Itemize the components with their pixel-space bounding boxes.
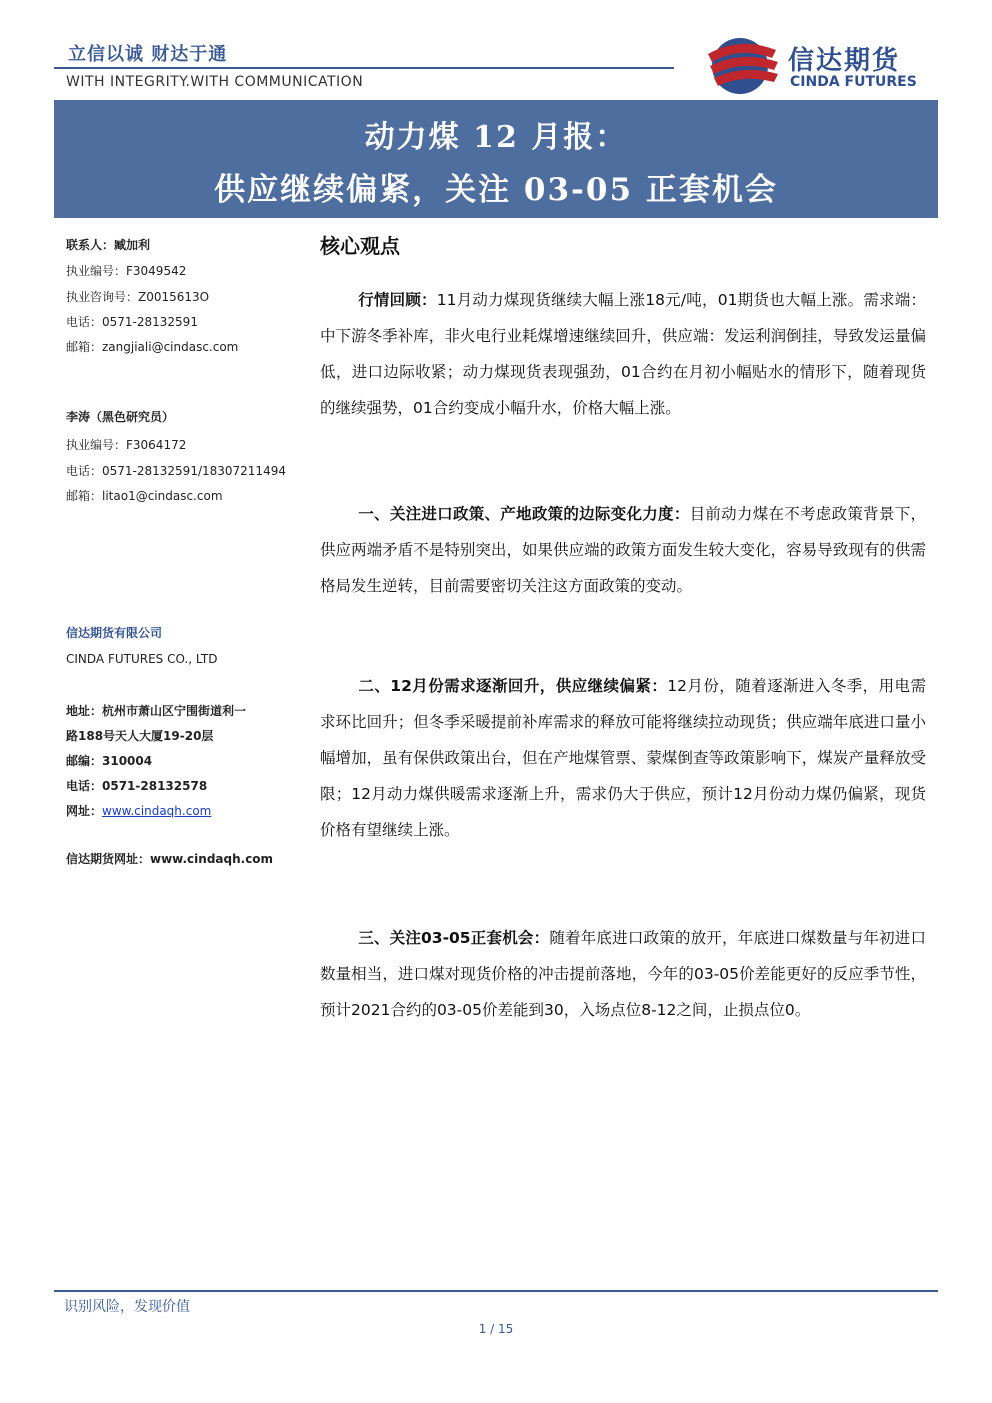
- company-name-en: CINDA FUTURES CO., LTD: [66, 652, 218, 666]
- december-demand-text: 12月份，随着逐渐进入冬季，用电需求环比回升；但冬季采暖提前补库需求的释放可能将继续拉动现货；供应端年底进口量小幅增加，虽有保供政策出台，但在产地煤管票、蒙煤倒查等政策影响下，煤炭产量释放受限；12月动力煤供暖需求逐渐上升，需求仍大于供应，预计12月份动力煤仍偏紧，现货价格有望继续上涨。: [320, 677, 926, 839]
- contact2-license: 执业编号：F3064172: [66, 438, 187, 452]
- page-number: 1 / 15: [478, 1322, 514, 1336]
- report-subtitle: 供应继续偏紧，关注 03-05 正套机会: [214, 172, 778, 208]
- website-row: [66, 802, 211, 819]
- policy-lead: 一、关注进口政策、产地政策的边际变化力度：: [358, 505, 690, 523]
- contact1-license: 执业编号：F3049542: [66, 264, 187, 278]
- footer-divider: [54, 1290, 938, 1292]
- contact2-phone: 电话：0571-28132591/18307211494: [66, 464, 286, 478]
- contact2-email: 邮箱：litao1@cindasc.com: [66, 489, 223, 503]
- paragraph-spread-trade: [320, 920, 926, 1028]
- december-demand-lead: 二、12月份需求逐渐回升，供应继续偏紧：: [358, 677, 668, 695]
- footer-tagline: 识别风险，发现价值: [64, 1299, 190, 1315]
- header-slogan-en: WITH INTEGRITY.WITH COMMUNICATION: [66, 74, 364, 90]
- contact1-phone: 电话：0571-28132591: [66, 315, 198, 329]
- contact1-consult: 执业咨询号：Z0015613O: [66, 290, 210, 304]
- title-banner: [54, 100, 938, 218]
- contact1-email: 邮箱：zangjiali@cindasc.com: [66, 340, 239, 354]
- paragraph-market-review: [320, 282, 926, 426]
- header-divider: [54, 67, 674, 69]
- spread-trade-text: 随着年底进口政策的放开，年底进口煤数量与年初进口数量相当，进口煤对现货价格的冲击提前落地，今年的03-05价差能更好的反应季节性，预计2021合约的03-05价差能到30，入场点位8-12之间，止损点位0。: [320, 929, 926, 1019]
- report-title: 动力煤 12 月报：: [364, 120, 628, 155]
- core-view-heading: 核心观点: [320, 234, 400, 258]
- market-review-text: 11月动力煤现货继续大幅上涨18元/吨，01期货也大幅上涨。需求端：中下游冬季补库，非火电行业耗煤增速继续回升，供应端：发运利润倒挂，导致发运量偏低，进口边际收紧；动力煤现货表现强劲，01合约在月初小幅贴水的情形下，随着现货的继续强势，01合约变成小幅升水，价格大幅上涨。: [320, 291, 926, 417]
- futures-website: 信达期货网址：www.cindaqh.com: [66, 852, 274, 866]
- policy-text: 目前动力煤在不考虑政策背景下，供应两端矛盾不是特别突出，如果供应端的政策方面发生较大变化，容易导致现有的供需格局发生逆转，目前需要密切关注这方面政策的变动。: [320, 505, 926, 595]
- logo-text-cn: 信达期货: [788, 46, 901, 76]
- address-line-1: 地址：杭州市萧山区宁围街道利一: [66, 704, 247, 718]
- header-slogan: 立信以诚 财达于通: [68, 44, 228, 65]
- address-line-2: 路188号天人大厦19-20层: [66, 729, 214, 743]
- website-link[interactable]: www.cindaqh.com: [102, 804, 212, 818]
- company-name-cn: 信达期货有限公司: [66, 626, 163, 640]
- paragraph-policy: [320, 496, 926, 604]
- spread-trade-lead: 三、关注03-05正套机会：: [358, 929, 550, 947]
- paragraph-december-demand: [320, 668, 926, 848]
- logo-text-en: CINDA FUTURES: [790, 74, 917, 90]
- contact2-name: 李涛（黑色研究员）: [66, 410, 175, 424]
- market-review-lead: 行情回顾：: [358, 291, 437, 309]
- website-label: 网址：: [66, 804, 103, 818]
- company-phone: 电话：0571-28132578: [66, 779, 208, 793]
- postcode: 邮编：310004: [66, 754, 153, 768]
- contact1-name: 联系人：臧加利: [66, 238, 151, 252]
